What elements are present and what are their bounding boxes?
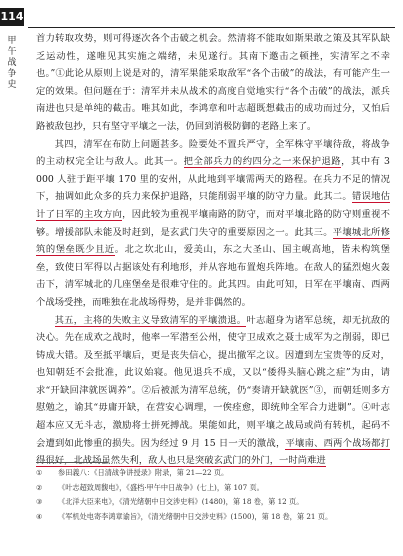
footnote [36, 510, 390, 525]
paragraph-text: 。北之坎北山，爱美山，东之大圣山、国主岘高地，皆未构筑堡垒，致使日军得以占据该处有利地形，并从容地布置炮兵阵地。在敌人的猛烈炮火轰击下，清军城北的几座堡垒是很难守住的。此其四。由此可知，日军在平壤南、西两个战场受挫，而唯独在北战场得势，是并非偶然的。 [36, 244, 390, 308]
paragraph [36, 30, 390, 136]
paragraph-text: ，因此较为重视平壤南路的防守，而对平壤北路的防守则重视不够。增援部队未能及时赶到，是玄武门失守的重要原因之一。此其三。 [36, 208, 391, 238]
paragraph [36, 136, 390, 312]
running-title: 甲午战争史 [7, 36, 17, 90]
header-rule [28, 27, 395, 28]
footnote-text: 参田義八：《日清战争讲授录》附录，第 21—22 页。 [58, 468, 229, 477]
underlined-passage: 把全部兵力的约四分之一来保护退路 [183, 156, 342, 168]
footnote-text: 《北洋大臣来电》，《清光绪朝中日交涉史料》(1480)，第 18 卷，第 12 页。 [58, 497, 304, 506]
footnote [36, 481, 390, 496]
paragraph [36, 312, 390, 470]
body-text [36, 30, 390, 470]
footnote-mark: ③ [36, 497, 43, 506]
footnote-mark: ④ [36, 511, 43, 521]
paragraph-text: ，其中有 3 000 人驻于距平壤 170 里的安州，从此地到平壤需两天的路程。在兵力不足的情况下，抽调如此众多的兵力来保护退路，只能削弱平壤的防守力量。此其二。 [36, 156, 390, 203]
underlined-passage: ，一时尚难进 [269, 455, 326, 467]
paragraph-text: 其四，清军在布防上问题甚多。险要处不置兵严守，全军株守平壤待敌，将战争的主动权完全让与敌人。此其一。 [36, 138, 390, 168]
underlined-passage: 其五，主将的失败主义导致清军的平壤溃退。 [54, 314, 247, 326]
paragraph-text: 首力转取攻势，则可得逐次各个击破之机会。然清将不能取如斯果敢之策及其军队缺乏运动性，遂唯见其实施之端绪，未见遂行。其南下邀击之顿挫，实清军之不幸也。”①此论从原则上说是对的，清军果能采取敌军“各个击破”的战法，有可能产生一定的效果。但问题在于：清军并未从战术的高度自觉地实行“各个击破”的战法，派兵南进也只是单纯的截击。唯其如此，李鸿章和叶志超既想截击的成功而过分，又怕后路被敌包抄，只有坚守平壤之一法，仍回到消极防御的老路上来了。 [36, 33, 390, 132]
footnotes [36, 466, 390, 524]
footnote-rule [36, 462, 108, 463]
footnote-mark: ② [36, 482, 43, 492]
underlined-passage: 错误地估计了日军的主攻方向 [36, 191, 391, 220]
page-number: 114 [0, 8, 24, 26]
footnote-mark: ① [36, 468, 43, 477]
underlined-passage: 平壤城北所修筑的堡垒既少且近 [36, 226, 390, 256]
footnote [36, 495, 390, 510]
underlined-passage: 平壤南、西两个战场都打得很好，北战场虽然失利，敌人也只是突破玄武门的外门 [36, 437, 390, 467]
footnote-text: 《军机处电寄李鸿章谕旨》，《清光绪朝中日交涉史料》(1500)，第 18 卷，第 21 页。 [58, 511, 333, 521]
paragraph-text: 叶志超身为诸军总统，却无抗敌的决心。先在成欢之战时，他率一军潜至公州，使守卫成欢之聂士成军为之削弱，即已铸成大错。及至抵平壤后，更是丧失信心，提出撤军之议。因遭到左宝贵等的反对，也知朝廷不会批准，此议始寝。他见退兵不成，又以“倭得头脑心跳之症”为由，请求“开缺回津就医调养”。②后被派为清军总统，仍“奏请开缺就医”③，而朝廷则多方慰勉之，谕其“毋庸开缺，在营安心调理，一俟痊愈，即统帅全军合力进剿”。④叶志超本应又无斗志，激励将士拼死搏战。果能如此，则平壤之战局或尚有转机，起码不会遭到如此惨重的损失。因为经过 9 月 15 日一天的激战， [36, 314, 390, 449]
footnote-text: 《叶志超致周馥电》，《盛档·甲午中日战争》(七上)，第 107 页。 [58, 482, 264, 492]
footnote [36, 466, 390, 481]
